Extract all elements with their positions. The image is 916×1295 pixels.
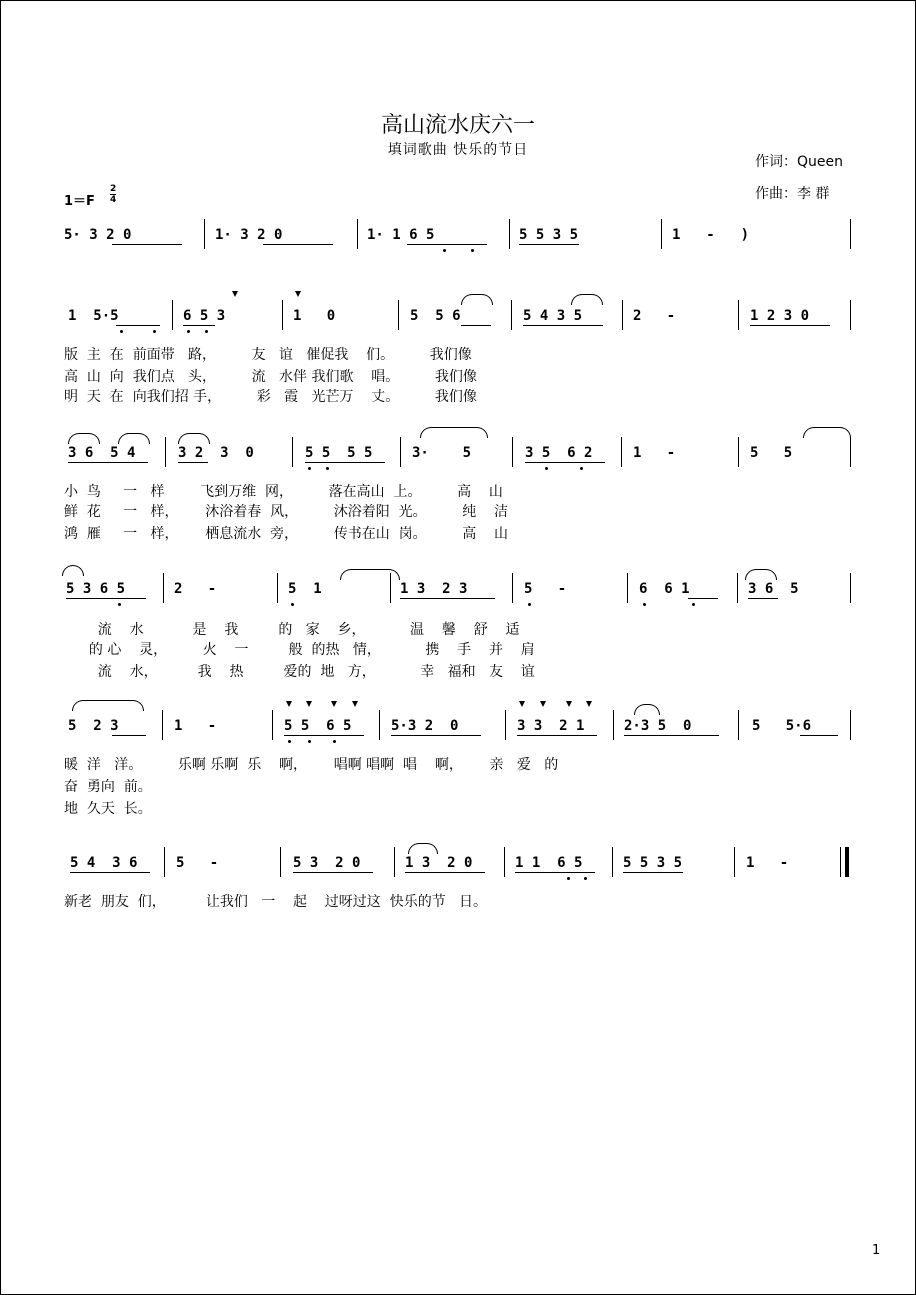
- barline: [738, 437, 739, 467]
- beam-underline: [623, 872, 683, 873]
- lyric-line: 流 水 是 我 的 家 乡， 温 馨 舒 适: [80, 622, 520, 638]
- beam-underline: [517, 735, 597, 736]
- beam-underline: [68, 462, 148, 463]
- accent-mark: [540, 701, 546, 707]
- barline: [737, 573, 738, 603]
- beam-underline: [66, 598, 146, 599]
- barline: [512, 437, 513, 467]
- measure-notes: 1 3 2 3: [400, 581, 468, 597]
- lyricist-credit: 作词：Queen: [755, 154, 843, 170]
- barline: [164, 847, 165, 877]
- measure-notes: 5 5·6: [752, 718, 812, 734]
- measure-notes: 1 2 3 0: [750, 308, 810, 324]
- measure-notes: 5 5 5 5: [305, 445, 373, 461]
- measure-notes: 2 -: [633, 308, 676, 324]
- accent-mark: [566, 701, 572, 707]
- accent-mark: [519, 701, 525, 707]
- barline: [512, 573, 513, 603]
- measure-notes: 5· 3 2 0: [64, 227, 132, 243]
- barline: [612, 847, 613, 877]
- measure-notes: 5 2 3: [68, 718, 119, 734]
- barline: [277, 573, 278, 603]
- measure-notes: 1· 1 6 5: [367, 227, 435, 243]
- slur: [340, 569, 400, 580]
- barline: [504, 847, 505, 877]
- barline: [280, 847, 281, 877]
- measure-notes: 1 0: [293, 308, 336, 324]
- slur: [408, 843, 438, 854]
- slur: [571, 294, 603, 305]
- lyric-line: 明 天 在 向我们招 手， 彩 霞 光芒万 丈。 我们像: [64, 389, 477, 405]
- beam-underline: [112, 244, 182, 245]
- barline: [292, 437, 293, 467]
- barline: [661, 219, 662, 249]
- beam-underline: [305, 462, 385, 463]
- slur: [803, 427, 851, 438]
- beam-underline: [116, 325, 160, 326]
- low-octave-dot: [308, 467, 311, 470]
- composer-credit: 作曲：李 群: [755, 186, 830, 202]
- time-signature: [110, 184, 116, 205]
- measure-notes: 5 5 6 5: [284, 718, 352, 734]
- slur: [68, 433, 100, 444]
- beam-underline: [525, 462, 605, 463]
- measure-notes: 1 - ): [672, 227, 753, 243]
- slur: [745, 569, 777, 580]
- measure-notes: 5 -: [176, 855, 219, 871]
- measure-notes: 5 5 6: [410, 308, 461, 324]
- beam-underline: [624, 735, 719, 736]
- barline: [738, 710, 739, 740]
- low-octave-dot: [205, 330, 208, 333]
- beam-underline: [183, 325, 215, 326]
- barline: [379, 710, 380, 740]
- barline: [282, 300, 283, 330]
- barline: [172, 300, 173, 330]
- barline: [398, 300, 399, 330]
- low-octave-dot: [291, 603, 294, 606]
- lyric-line: 鲜 花 一 样， 沐浴着春 风， 沐浴着阳 光。 纯 洁: [64, 504, 509, 520]
- barline: [850, 437, 851, 467]
- low-octave-dot: [308, 740, 311, 743]
- final-barline-thick: [845, 847, 849, 877]
- accent-mark: [352, 701, 358, 707]
- song-title: 高山流水庆六一: [380, 113, 535, 138]
- beam-underline: [112, 735, 146, 736]
- beam-underline: [400, 598, 495, 599]
- beam-underline: [407, 244, 487, 245]
- meter-denominator: 4: [110, 195, 117, 205]
- final-barline-thin: [840, 847, 841, 877]
- measure-notes: 1 1 6 5: [515, 855, 583, 871]
- beam-underline: [748, 598, 778, 599]
- meter-numerator: 2: [110, 184, 117, 194]
- measure-notes: 5 5: [750, 445, 793, 461]
- measure-notes: 2 -: [174, 581, 217, 597]
- low-octave-dot: [545, 467, 548, 470]
- low-octave-dot: [692, 603, 695, 606]
- accent-mark: [586, 701, 592, 707]
- low-octave-dot: [443, 249, 446, 252]
- measure-notes: 1 5·5: [68, 308, 119, 324]
- measure-notes: 2·3 5 0: [624, 718, 692, 734]
- measure-notes: 5·3 2 0: [391, 718, 459, 734]
- barline: [621, 437, 622, 467]
- lyric-line: 暖 洋 洋。 乐啊 乐啊 乐 啊， 唱啊 唱啊 唱 啊， 亲 爱 的: [64, 757, 559, 773]
- song-subtitle: 填词歌曲 快乐的节日: [387, 142, 529, 158]
- barline: [509, 219, 510, 249]
- low-octave-dot: [643, 603, 646, 606]
- low-octave-dot: [326, 467, 329, 470]
- measure-notes: 1 -: [174, 718, 217, 734]
- lyric-line: 小 鸟 一 样 飞到万维 网， 落在高山 上。 高 山: [64, 484, 503, 500]
- lyric-line: 地 久天 长。: [64, 801, 152, 817]
- low-octave-dot: [333, 740, 336, 743]
- barline: [204, 219, 205, 249]
- beam-underline: [70, 872, 150, 873]
- measure-notes: 5 -: [524, 581, 567, 597]
- low-octave-dot: [528, 603, 531, 606]
- accent-mark: [331, 701, 337, 707]
- low-octave-dot: [288, 740, 291, 743]
- low-octave-dot: [584, 877, 587, 880]
- slur: [634, 704, 660, 715]
- barline: [738, 300, 739, 330]
- barline: [627, 573, 628, 603]
- barline: [163, 573, 164, 603]
- barline: [505, 710, 506, 740]
- measure-notes: 1 -: [633, 445, 676, 461]
- lyric-line: 版 主 在 前面带 路， 友 谊 催促我 们。 我们像: [64, 347, 472, 363]
- low-octave-dot: [120, 330, 123, 333]
- low-octave-dot: [187, 330, 190, 333]
- barline: [165, 437, 166, 467]
- measure-notes: 3 3 2 1: [517, 718, 585, 734]
- beam-underline: [178, 462, 208, 463]
- lyric-line: 鸿 雁 一 样， 栖息流水 旁， 传书在山 岗。 高 山: [64, 526, 509, 542]
- measure-notes: 1 -: [746, 855, 789, 871]
- slur: [178, 433, 210, 444]
- measure-notes: 5 5 3 5: [519, 227, 579, 243]
- accent-mark: [295, 291, 301, 297]
- accent-mark: [286, 701, 292, 707]
- low-octave-dot: [153, 330, 156, 333]
- beam-underline: [688, 598, 718, 599]
- lyric-line: 流 水， 我 热 爱的 地 方， 幸 福和 友 谊: [80, 664, 535, 680]
- low-octave-dot: [471, 249, 474, 252]
- barline: [357, 219, 358, 249]
- measure-notes: 6 5 3: [183, 308, 226, 324]
- measure-notes: 3 5 6 2: [525, 445, 593, 461]
- measure-notes: 1· 3 2 0: [215, 227, 283, 243]
- barline: [400, 437, 401, 467]
- measure-notes: 3· 5: [412, 445, 472, 461]
- barline: [622, 300, 623, 330]
- beam-underline: [293, 872, 373, 873]
- beam-underline: [284, 735, 364, 736]
- measure-notes: 6 6 1: [639, 581, 690, 597]
- beam-underline: [461, 325, 491, 326]
- measure-notes: 3 2 3 0: [178, 445, 254, 461]
- slur: [420, 427, 488, 438]
- barline: [850, 300, 851, 330]
- measure-notes: 5 4 3 6: [70, 855, 138, 871]
- measure-notes: 5 4 3 5: [523, 308, 583, 324]
- lyric-line: 的 心 灵， 火 一 般 的热 情， 携 手 并 肩: [80, 642, 535, 658]
- barline: [613, 710, 614, 740]
- beam-underline: [391, 735, 481, 736]
- beam-underline: [405, 872, 485, 873]
- beam-underline: [523, 325, 603, 326]
- lyric-line: 奋 勇向 前。: [64, 779, 152, 795]
- measure-notes: 3 6 5: [748, 581, 799, 597]
- beam-underline: [519, 244, 579, 245]
- barline: [850, 710, 851, 740]
- measure-notes: 5 3 6 5: [66, 581, 126, 597]
- beam-underline: [263, 244, 333, 245]
- slur: [461, 294, 493, 305]
- accent-mark: [232, 291, 238, 297]
- measure-notes: 5 5 3 5: [623, 855, 683, 871]
- beam-underline: [515, 872, 595, 873]
- beam-underline: [800, 735, 838, 736]
- barline: [850, 219, 851, 249]
- accent-mark: [306, 701, 312, 707]
- low-octave-dot: [567, 877, 570, 880]
- barline: [394, 847, 395, 877]
- barline: [734, 847, 735, 877]
- barline: [272, 710, 273, 740]
- measure-notes: 1 3 2 0: [405, 855, 473, 871]
- slur: [72, 700, 144, 711]
- barline: [511, 300, 512, 330]
- low-octave-dot: [580, 467, 583, 470]
- slur: [118, 433, 150, 444]
- measure-notes: 3 6 5 4: [68, 445, 136, 461]
- beam-underline: [750, 325, 830, 326]
- lyric-line: 新老 朋友 们， 让我们 一 起 过呀过这 快乐的节 日。: [64, 894, 488, 910]
- page-number: 1: [872, 1243, 881, 1258]
- measure-notes: 5 3 2 0: [293, 855, 361, 871]
- lyric-line: 高 山 向 我们点 头， 流 水伴 我们歌 唱。 我们像: [64, 369, 477, 385]
- key-signature: 1＝F: [64, 194, 95, 209]
- measure-notes: 5 1: [288, 581, 322, 597]
- barline: [162, 710, 163, 740]
- barline: [850, 573, 851, 603]
- low-octave-dot: [118, 603, 121, 606]
